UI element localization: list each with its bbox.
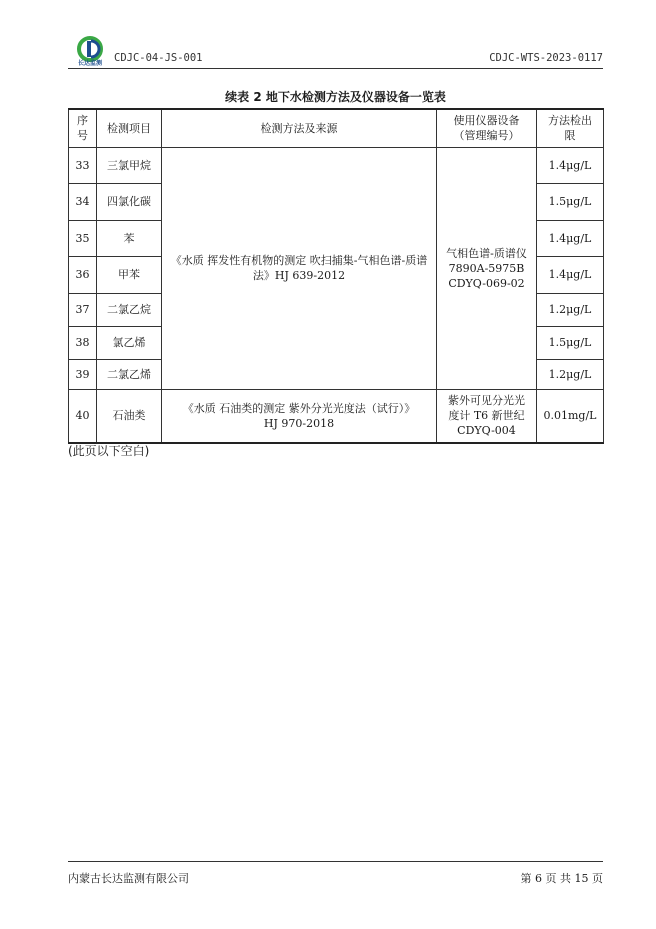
row-item: 石油类 (97, 389, 162, 443)
row-item: 氯乙烯 (97, 326, 162, 359)
doc-code-left: CDJC-04-JS-001 (114, 52, 203, 64)
page-header (68, 30, 603, 69)
row-item: 苯 (97, 220, 162, 256)
header-method: 检测方法及来源 (162, 109, 437, 147)
row-no: 34 (69, 183, 97, 220)
row-limit: 1.4μg/L (537, 147, 604, 183)
row-limit: 1.4μg/L (537, 256, 604, 293)
table-row (69, 147, 604, 183)
row-no: 37 (69, 293, 97, 326)
row-no: 40 (69, 389, 97, 443)
row-item: 三氯甲烷 (97, 147, 162, 183)
row-item: 二氯乙烷 (97, 293, 162, 326)
table-title: 续表 2 地下水检测方法及仪器设备一览表 (225, 90, 446, 104)
page-number: 第 6 页 共 15 页 (520, 872, 603, 885)
row-no: 38 (69, 326, 97, 359)
doc-code-right: CDJC-WTS-2023-0117 (489, 52, 603, 64)
row-limit: 0.01mg/L (537, 389, 604, 443)
row-no: 33 (69, 147, 97, 183)
header-no: 序 号 (69, 109, 97, 147)
row-no: 39 (69, 359, 97, 389)
logo-text: 长达监测 (77, 60, 102, 67)
method-cell: 《水质 挥发性有机物的测定 吹扫捕集-气相色谱-质谱法》HJ 639-2012 (162, 147, 437, 389)
row-item: 甲苯 (97, 256, 162, 293)
methods-table (68, 108, 604, 444)
page-footer (68, 861, 603, 884)
method-cell: 《水质 石油类的测定 紫外分光光度法（试行）》 HJ 970-2018 (162, 389, 437, 443)
instrument-cell: 紫外可见分光光 度计 T6 新世纪 CDYQ-004 (437, 389, 537, 443)
row-no: 36 (69, 256, 97, 293)
row-limit: 1.2μg/L (537, 359, 604, 389)
row-limit: 1.4μg/L (537, 220, 604, 256)
row-limit: 1.2μg/L (537, 293, 604, 326)
row-item: 二氯乙烯 (97, 359, 162, 389)
row-no: 35 (69, 220, 97, 256)
blank-note: (此页以下空白) (68, 444, 150, 458)
header-instrument: 使用仪器设备 （管理编号） (437, 109, 537, 147)
header-limit: 方法检出 限 (537, 109, 604, 147)
row-item: 四氯化碳 (97, 183, 162, 220)
table-row (69, 389, 604, 443)
table-header-row (69, 109, 604, 147)
footer-company: 内蒙古长达监测有限公司 (68, 872, 189, 885)
row-limit: 1.5μg/L (537, 326, 604, 359)
header-item: 检测项目 (97, 109, 162, 147)
instrument-cell: 气相色谱-质谱仪 7890A-5975B CDYQ-069-02 (437, 147, 537, 389)
row-limit: 1.5μg/L (537, 183, 604, 220)
